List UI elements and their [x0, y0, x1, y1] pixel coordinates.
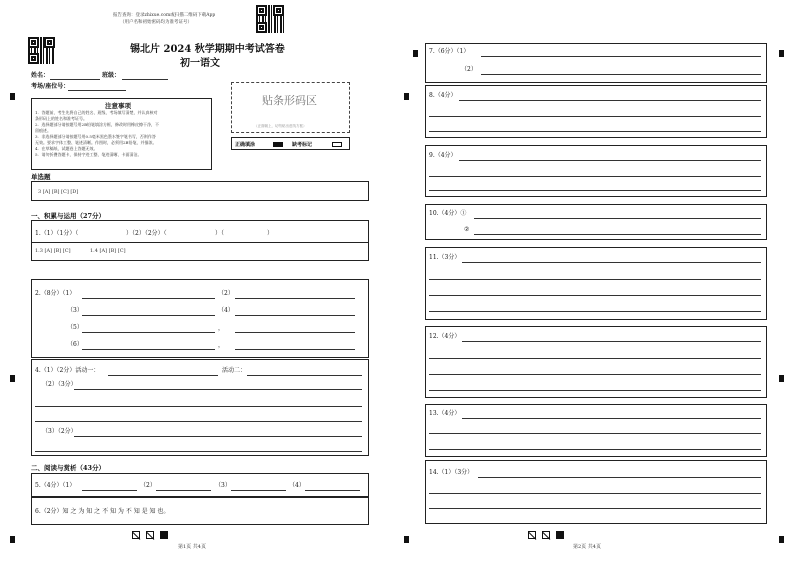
- q11-answer[interactable]: [429, 311, 761, 312]
- report-query-line1: 报告查询：登录zhixue.com或扫描二维码下载App: [113, 13, 216, 18]
- q7-label: 7.（6分）（1）: [429, 48, 470, 55]
- notice-line: 留痕迹。: [35, 128, 51, 133]
- q4-2-answer[interactable]: [74, 389, 362, 390]
- q2-label: 2.（8分）（1）: [35, 290, 76, 297]
- page-marker-icon: [160, 531, 168, 539]
- q1-3-options[interactable]: 1.3 [A] [B] [C]: [35, 248, 71, 254]
- q5-2-label: （2）: [140, 482, 156, 489]
- barcode-area: [231, 82, 350, 133]
- q4-box: [31, 359, 369, 456]
- registration-mark: [10, 536, 15, 543]
- q8-answer[interactable]: [459, 100, 761, 101]
- registration-mark: [404, 536, 409, 543]
- q5-1-answer[interactable]: [82, 490, 137, 491]
- correct-fill-example-icon: [273, 142, 283, 147]
- q5-4-answer[interactable]: [305, 490, 360, 491]
- notice-line: 条形码上的姓名和准考证号。: [35, 116, 87, 121]
- q14-answer[interactable]: [429, 493, 761, 494]
- choice-box: [31, 181, 369, 201]
- notice-line: 4．在草稿纸、试题卷上答题无效。: [35, 146, 98, 151]
- q6-box: [31, 497, 369, 525]
- q12-answer[interactable]: [429, 374, 761, 375]
- q6-text[interactable]: 6.（2分）知 之 为 知 之 不 知 为 不 知 是 知 也。: [35, 508, 170, 515]
- q2-5b-answer[interactable]: [235, 332, 355, 333]
- q12-box: [425, 326, 767, 398]
- divider: [32, 242, 368, 243]
- q2-3-answer[interactable]: [82, 315, 215, 316]
- q7-1-answer[interactable]: [481, 56, 761, 57]
- q4-2-answer[interactable]: [35, 406, 362, 407]
- q13-label: 13.（4分）: [429, 410, 461, 417]
- page-marker-icon: [542, 531, 550, 539]
- comma: ，: [218, 342, 225, 349]
- q1-4-options[interactable]: 1.4 [A] [B] [C]: [90, 248, 126, 254]
- q14-label: 14.（1）（3分）: [429, 469, 474, 476]
- q4-label: 4.（1）（2分）活动一：: [35, 367, 100, 374]
- q11-answer[interactable]: [429, 279, 761, 280]
- q14-answer[interactable]: [478, 477, 761, 478]
- q2-box: [31, 279, 369, 358]
- q2-6-label: （6）: [67, 341, 83, 348]
- q11-answer[interactable]: [429, 295, 761, 296]
- registration-mark: [779, 50, 784, 57]
- exam-title: 锡北片 2024 秋学期期中考试答卷: [130, 44, 285, 55]
- registration-mark: [10, 375, 15, 382]
- absent-mark-checkbox[interactable]: [332, 142, 342, 147]
- q2-4-label: （4）: [218, 307, 234, 314]
- q4-activity2-label: 活动二：: [222, 367, 247, 374]
- notice-line: 3．非选择题部分请按题号用0.5毫米黑色墨水签字笔书写，否则作答: [35, 134, 156, 139]
- page-number: 第2页 共4页: [573, 544, 601, 550]
- q7-box: [425, 43, 767, 83]
- q9-answer[interactable]: [459, 160, 761, 161]
- q10-1-answer[interactable]: [474, 218, 761, 219]
- barcode-label: 贴条形码区: [262, 94, 317, 107]
- app-qr-code-icon: [256, 5, 284, 33]
- q9-answer[interactable]: [429, 176, 761, 177]
- page-marker-icon: [132, 531, 140, 539]
- q10-2-label: ②: [464, 226, 470, 233]
- page-number: 第1页 共4页: [178, 544, 206, 550]
- correct-fill-label: 正确填涂: [235, 142, 256, 148]
- q5-4-label: （4）: [289, 482, 305, 489]
- barcode-note: （正面朝上，切勿贴出虚线方框）: [254, 124, 307, 128]
- notice-line: 5．请勿折叠答题卡，保持字迹工整、笔迹清晰、卡面清洁。: [35, 152, 142, 157]
- q2-4-answer[interactable]: [235, 315, 355, 316]
- q13-box: [425, 404, 767, 457]
- q12-answer[interactable]: [429, 390, 761, 391]
- q11-answer[interactable]: [462, 262, 761, 263]
- q4-2-answer[interactable]: [35, 421, 362, 422]
- notice-line: 2．选择题部分请按题号用2B铅笔填涂方框，修改时用橡皮擦干净，不: [35, 122, 160, 127]
- q4-2-label: （2）（3分）: [42, 381, 77, 388]
- q1-part2-close: ）: [267, 230, 274, 237]
- q9-label: 9.（4分）: [429, 152, 457, 159]
- page-marker-icon: [146, 531, 154, 539]
- q5-3-label: （3）: [215, 482, 231, 489]
- absent-mark-label: 缺考标记: [292, 142, 313, 148]
- section2-title: 二、阅读与赏析（43分）: [31, 464, 106, 472]
- q2-1-answer[interactable]: [82, 298, 215, 299]
- page-marker-icon: [528, 531, 536, 539]
- student-qr-code-icon: [28, 37, 55, 64]
- q10-label: 10.（4分）①: [429, 210, 467, 217]
- room-seat-label: 考场/座位号：: [31, 83, 70, 90]
- q2-5a-answer[interactable]: [82, 332, 215, 333]
- notice-title: 注意事项: [105, 102, 131, 110]
- q14-answer[interactable]: [429, 508, 761, 509]
- choice-section-title: 单选题: [31, 173, 51, 181]
- name-label: 姓名：: [31, 72, 50, 79]
- q14-box: [425, 460, 767, 524]
- q2-2-label: （2）: [218, 290, 234, 297]
- q2-6a-answer[interactable]: [82, 349, 215, 350]
- q11-label: 11.（3分）: [429, 254, 461, 261]
- registration-mark: [413, 50, 418, 57]
- name-field[interactable]: [50, 79, 100, 80]
- q8-answer[interactable]: [429, 131, 761, 132]
- q10-2-answer[interactable]: [474, 234, 761, 235]
- q1-part2-label: ）（2）（2分）（: [126, 230, 167, 237]
- q2-3-label: （3）: [67, 307, 83, 314]
- q8-answer[interactable]: [429, 116, 761, 117]
- q8-box: [425, 85, 767, 138]
- q2-5-label: （5）: [67, 324, 83, 331]
- q4-activity1-answer[interactable]: [108, 375, 218, 376]
- class-label: 班级：: [102, 72, 121, 79]
- q1-box: [31, 220, 369, 261]
- q5-box: [31, 473, 369, 497]
- registration-mark: [404, 93, 409, 100]
- q8-label: 8.（4分）: [429, 92, 457, 99]
- registration-mark: [779, 375, 784, 382]
- q1-label: 1.（1）（1分）（: [35, 230, 79, 237]
- q1-part2-mid: ）（: [215, 230, 225, 237]
- q5-2-answer[interactable]: [156, 490, 211, 491]
- q9-box: [425, 145, 767, 197]
- q2-2-answer[interactable]: [235, 298, 355, 299]
- q13-answer[interactable]: [429, 449, 761, 450]
- class-field[interactable]: [122, 79, 168, 80]
- q5-label: 5.（4分）（1）: [35, 482, 76, 489]
- q11-box: [425, 247, 767, 320]
- q9-answer[interactable]: [429, 190, 761, 191]
- q4-3-label: （3）（2分）: [42, 428, 77, 435]
- fill-legend-box: [231, 137, 350, 150]
- q3-options[interactable]: 3 [A] [B] [C] [D]: [38, 189, 79, 195]
- comma: ，: [218, 325, 225, 332]
- q13-answer[interactable]: [462, 418, 761, 419]
- notice-line: 1．答题前，考生先将自己的姓名、班级、考场填写清楚，并认真核对: [35, 110, 158, 115]
- q12-label: 12.（4分）: [429, 333, 461, 340]
- q4-3-answer[interactable]: [74, 436, 362, 437]
- q7-2-answer[interactable]: [481, 74, 761, 75]
- q10-box: [425, 204, 767, 240]
- section1-title: 一、积累与运用（27分）: [31, 212, 106, 220]
- registration-mark: [10, 93, 15, 100]
- report-query-line2: （用户名和初始密码均为准考证号）: [120, 20, 192, 25]
- q12-answer[interactable]: [429, 358, 761, 359]
- page-marker-icon: [556, 531, 564, 539]
- notice-box: [31, 98, 212, 170]
- q7-2-label: （2）: [461, 66, 477, 73]
- notice-line: 无效。要求字体工整、笔迹清晰。作图时，必须用2B铅笔，并描浓。: [35, 140, 157, 145]
- room-seat-field[interactable]: [68, 90, 126, 91]
- registration-mark: [779, 536, 784, 543]
- q5-3-answer[interactable]: [231, 490, 286, 491]
- q4-3-answer[interactable]: [35, 451, 362, 452]
- q12-answer[interactable]: [462, 341, 761, 342]
- q2-6b-answer[interactable]: [235, 349, 355, 350]
- exam-subject: 初一语文: [180, 58, 220, 69]
- q4-activity2-answer[interactable]: [247, 375, 362, 376]
- q13-answer[interactable]: [429, 433, 761, 434]
